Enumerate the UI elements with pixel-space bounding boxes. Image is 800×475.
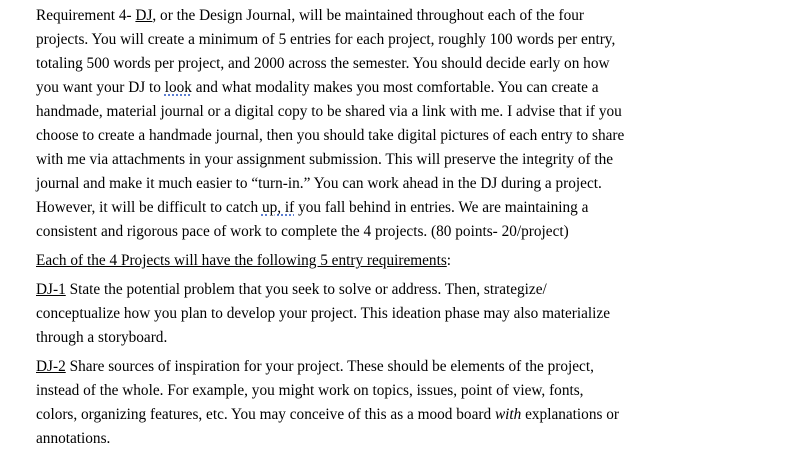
req4-line-4b: and what modality makes you most comfortable. You can create a [191, 79, 599, 96]
dj2-line-3a: colors, organizing features, etc. You may conceive of this as a mood board [36, 406, 495, 423]
section-heading [36, 249, 780, 273]
dj2-label: DJ-2 [36, 358, 66, 375]
req4-line-2: projects. You will create a minimum of 5 entries for each project, roughly 100 words per entry, [36, 31, 616, 48]
look-word: look [164, 79, 192, 96]
heading-text: Each of the 4 Projects will have the following 5 entry requirements [36, 252, 447, 269]
req4-line-4a: you want your DJ to [36, 79, 165, 96]
req4-line-9b: you fall behind in entries. We are maintaining a [294, 199, 589, 216]
req4-line-10: consistent and rigorous pace of work to complete the 4 projects. (80 points- 20/project) [36, 223, 569, 240]
dj-term: DJ [135, 7, 153, 24]
dj1-line-3: through a storyboard. [36, 329, 168, 346]
req4-line-8: journal and make it much easier to “turn-in.” You can work ahead in the DJ during a project. [36, 175, 602, 192]
with-emphasis: with [494, 406, 522, 423]
dj1-label: DJ-1 [36, 281, 66, 298]
up-if-phrase: up, if [261, 199, 295, 216]
req4-line-5: handmade, material journal or a digital copy to be shared via a link with me. I advise that if you [36, 103, 622, 120]
heading-colon: : [446, 252, 452, 269]
document-body [36, 4, 780, 451]
req4-line-7: with me via attachments in your assignment submission. This will preserve the integrity of the [36, 151, 614, 168]
dj2-line-2: instead of the whole. For example, you might work on topics, issues, point of view, fonts, [36, 382, 584, 399]
dj2-line-3b: explanations or [521, 406, 620, 423]
req4-prefix: Requirement 4- [36, 7, 136, 24]
req4-line-6: choose to create a handmade journal, then you should take digital pictures of each entry to share [36, 127, 625, 144]
dj1-paragraph [36, 278, 780, 350]
dj2-line-1: Share sources of inspiration for your project. These should be elements of the project, [65, 358, 594, 375]
req4-line-9a: However, it will be difficult to catch [36, 199, 262, 216]
req4-line-3: totaling 500 words per project, and 2000 across the semester. You should decide early on how [36, 55, 610, 72]
dj1-line-2: conceptualize how you plan to develop your project. This ideation phase may also materialize [36, 305, 611, 322]
requirement-4-paragraph [36, 4, 780, 244]
dj1-line-1: State the potential problem that you seek to solve or address. Then, strategize/ [65, 281, 547, 298]
dj2-paragraph [36, 355, 780, 451]
dj2-line-4: annotations. [36, 430, 111, 447]
req4-line-1: , or the Design Journal, will be maintained throughout each of the four [152, 7, 585, 24]
